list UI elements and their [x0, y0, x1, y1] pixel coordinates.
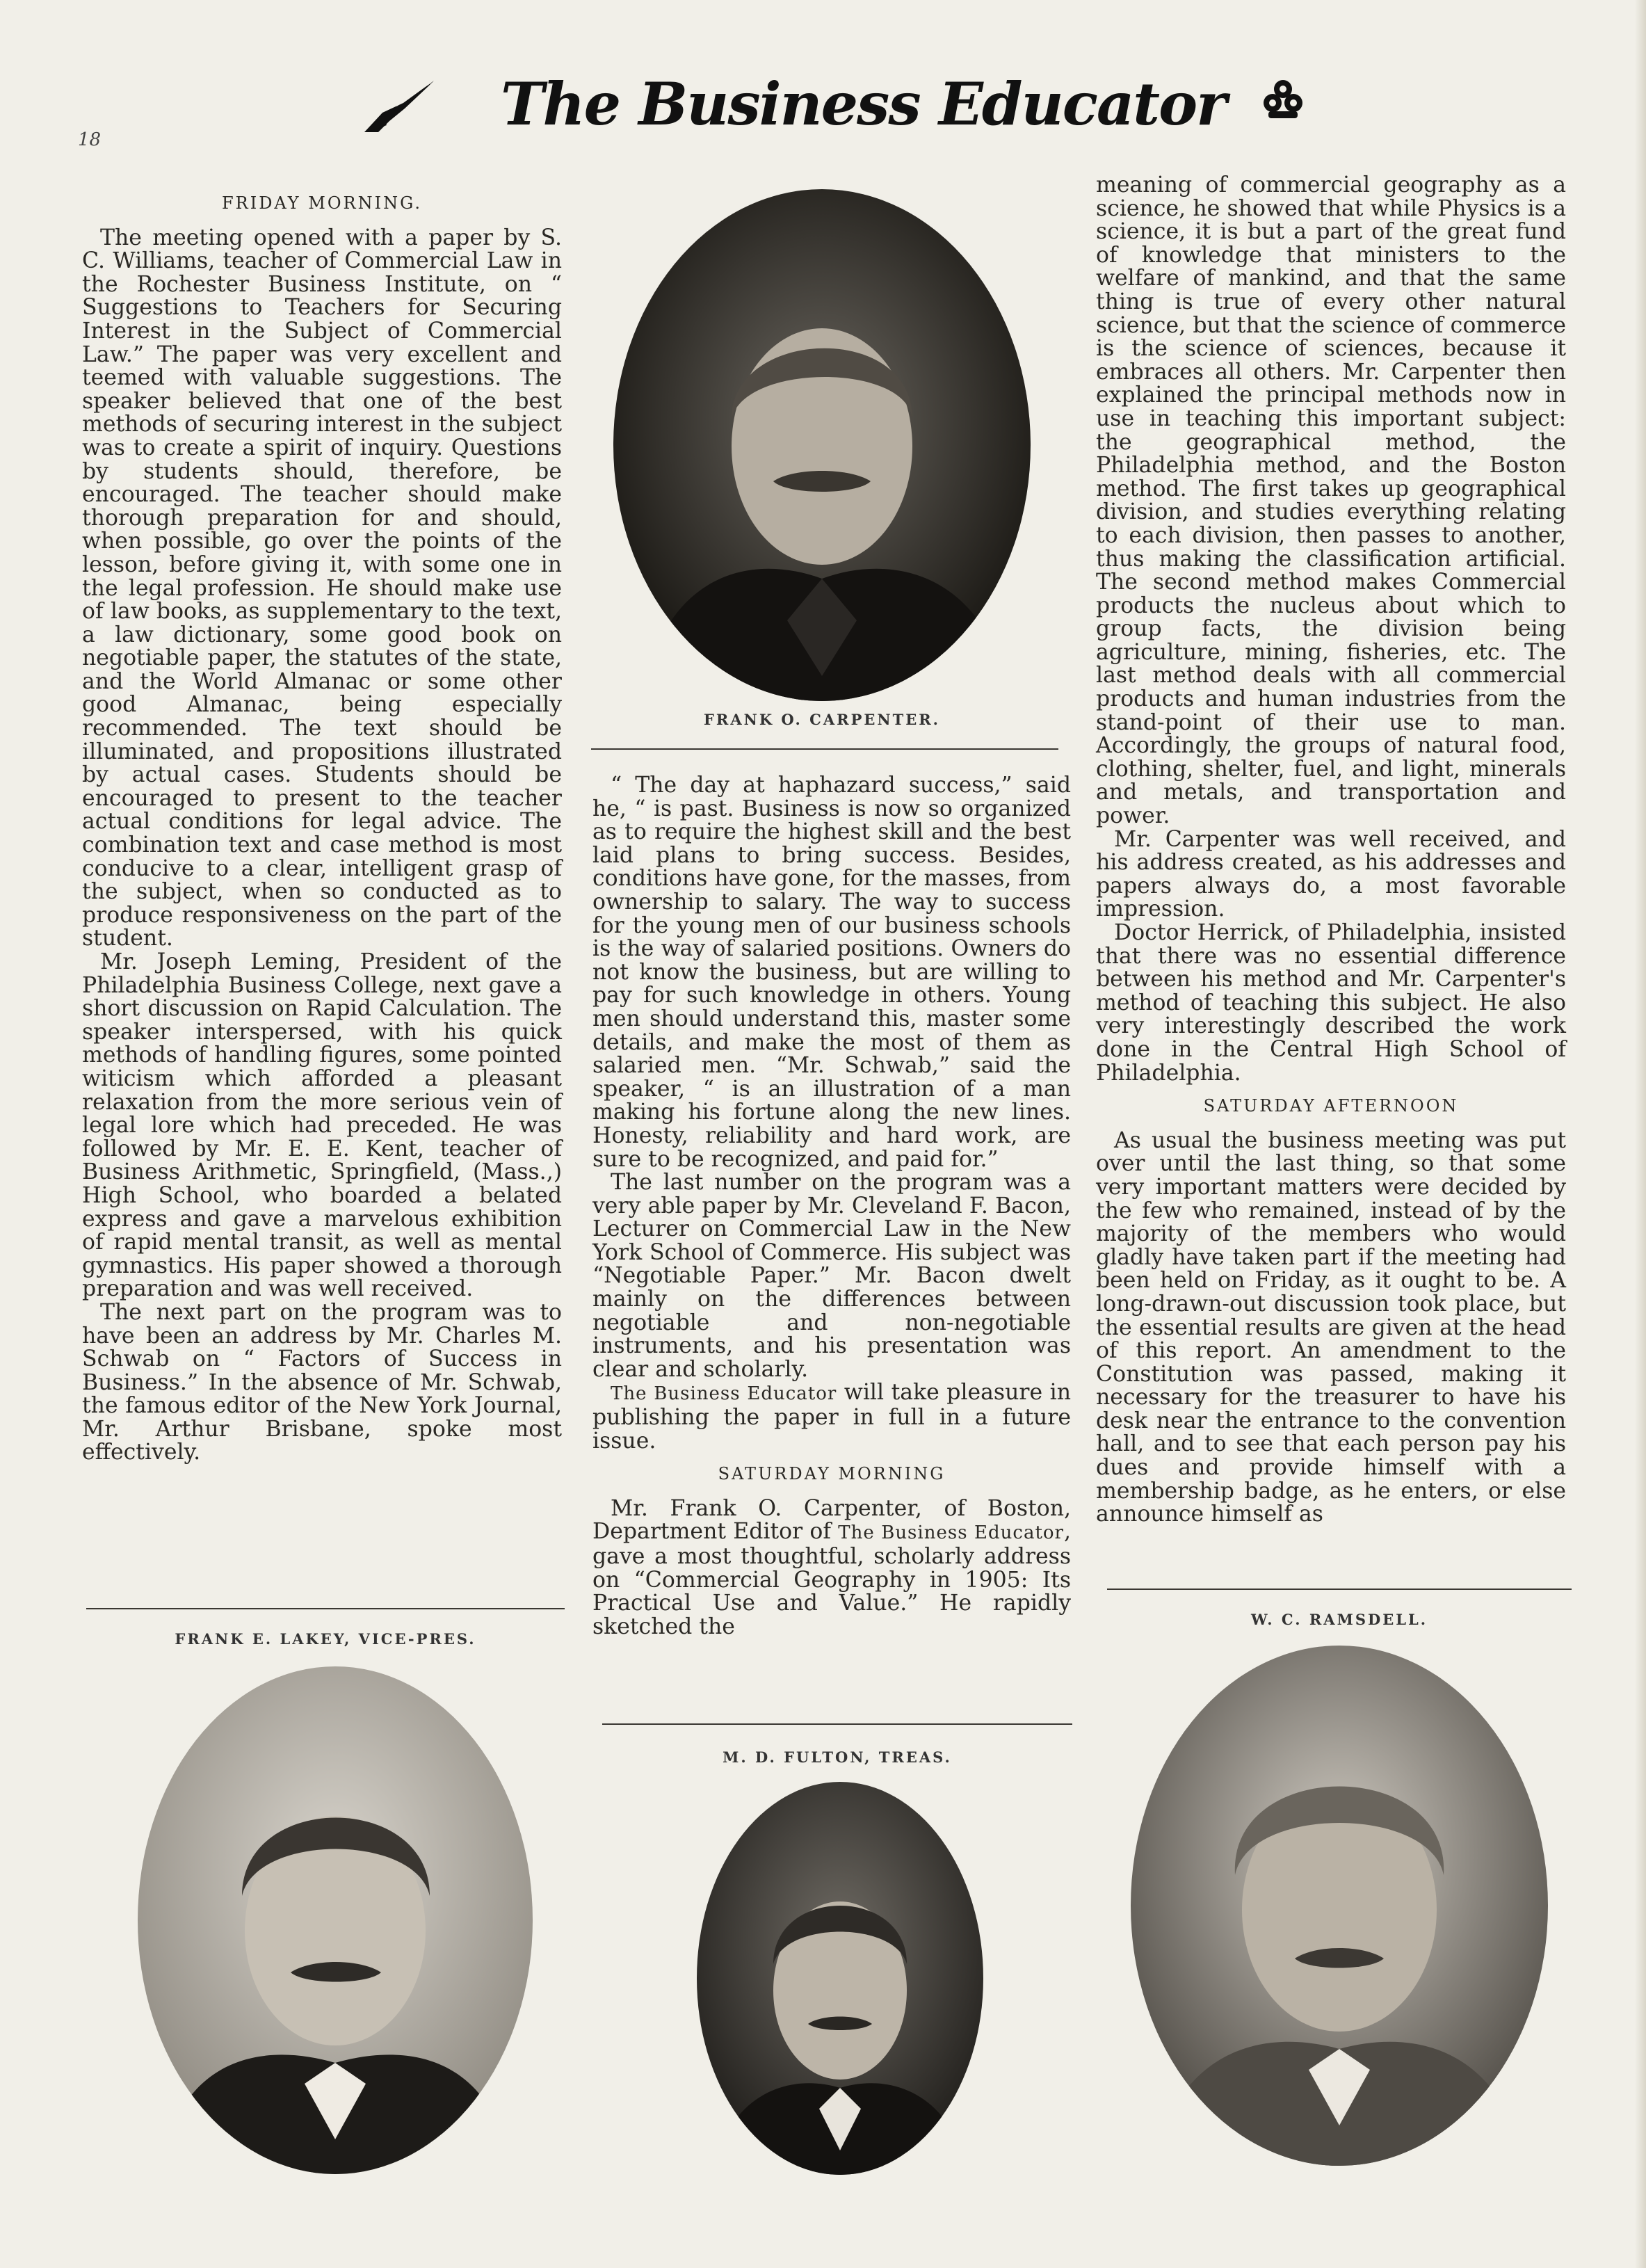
column-3	[1096, 174, 1566, 1527]
caption-fulton: M. D. FULTON, TREAS.	[723, 1748, 952, 1766]
paragraph: The next part on the program was to have been an address by Mr. Charles M. Schwab on “ Factors of Success in Business.” In the absence of Mr. Schwab, the famous editor of the New York Journal, Mr. Arthur Brisbane, spoke most effectively.	[82, 1299, 562, 1465]
portrait-md-fulton	[697, 1782, 983, 2175]
publication-name: The Business Educator	[838, 1522, 1064, 1544]
paragraph: The meeting opened with a paper by S. C. Williams, teacher of Commercial Law in the Rochester Business Institute, on “ Suggestions to Teachers for Securing Interest in the Subject of Commercial Law.” The paper was very excellent and teemed with valuable suggestions. The speaker believed that one of the best methods of securing interest in the subject was to create a spirit of inquiry. Questions by students should, therefore, be encouraged. The teacher should make thorough preparation for and should, when possible, go over the points of the lesson, before giving it, with some one in the legal profession. He should make use of law books, as supplementary to the text, a law dictionary, some good book on negotiable paper, the statutes of the state, and the World Almanac or some other good Almanac, being especially recommended. The text should be illuminated, and propositions illustrated by actual cases. Students should be encouraged to present to the teacher actual conditions for legal advice. The combination text and case method is most conducive to a clear, intelligent grasp of the subject, when so conducted as to produce responsiveness on the part of the student.	[82, 225, 562, 951]
paragraph: As usual the business meeting was put over until the last thing, so that some very important matters were decided by the few who remained, instead of by the majority of the members who would gladly have taken part if the meeting had been held on Friday, as it ought to be. A long-drawn-out discussion took place, but the essential results are given at the head of this report. An amendment to the Constitution was passed, making it necessary for the treasurer to have his desk near the entrance to the convention hall, and to see that each person pay his dues and provide himself with a membership badge, as he enters, or else announce himself as	[1096, 1127, 1566, 1527]
paragraph: Mr. Frank O. Carpenter, of Boston, Department Editor of The Business Educator, gave a most thoughtful, scholarly address on “Commercial Geography in 1905: Its Practical Use and Value.” He rapidly sketched the	[592, 1495, 1071, 1639]
heading-friday-morning: FRIDAY MORNING.	[221, 193, 423, 213]
portrait-wc-ramsdell	[1131, 1646, 1548, 2166]
page-edge-shadow	[1635, 0, 1646, 2268]
portrait-frank-carpenter	[613, 189, 1031, 701]
paragraph: Doctor Herrick, of Philadelphia, insisted that there was no essential difference between his method and Mr. Carpenter's method of teaching this subject. He also very interestingly described the work done in the Central High School of Philadelphia.	[1096, 920, 1566, 1086]
paragraph: The last number on the program was a very able paper by Mr. Cleveland F. Bacon, Lecturer on Commercial Law in the New York School of Commerce. His subject was “Negotiable Paper.” Mr. Bacon dwelt mainly on the differences between negotiable and non-negotiable instruments, and his presentation was clear and scholarly.	[592, 1170, 1071, 1382]
column-1	[82, 182, 562, 1465]
heading-saturday-morning: SATURDAY MORNING	[718, 1464, 946, 1484]
publication-name: The Business Educator	[611, 1383, 837, 1405]
paragraph: meaning of commercial geography as a science, he showed that while Physics is a science, it is but a part of the great fund of knowledge that ministers to the welfare of mankind, and that the same thing is true of every other natural science, but that the science of commerce is the science of sciences, because it embraces all others. Mr. Carpenter then explained the principal methods now in use in teaching this important subject: the geographical method, the Philadelphia method, and the Boston method. The first takes up geographical division, and studies everything relating to each division, then passes to another, thus making the classification artificial. The second method makes Commercial products the nucleus about which to group facts, the division being agriculture, mining, fisheries, etc. The last method deals with all commercial products and human industries from the stand-point of their use to man. Accordingly, the groups of natural food, clothing, shelter, fuel, and light, minerals and metals, and transportation and power.	[1096, 172, 1566, 829]
masthead	[362, 70, 1307, 146]
page-number: 18	[78, 129, 102, 150]
paragraph: Mr. Joseph Leming, President of the Philadelphia Business College, next gave a short discussion on Rapid Calculation. The speaker interspersed, with his quick methods of handling figures, some pointed witicism which afforded a pleasant relaxation from the more serious vein of legal lore which had preceded. He was followed by Mr. E. E. Kent, teacher of Business Arithmetic, Springfield, (Mass.,) High School, who boarded a belated express and gave a marvelous exhibition of rapid mental transit, as well as mental gymnastics. His paper showed a thorough preparation and was well received.	[82, 949, 562, 1302]
paragraph: Mr. Carpenter was well received, and his address created, as his addresses and papers always do, a most favorable impression.	[1096, 826, 1566, 922]
heading-saturday-afternoon: SATURDAY AFTERNOON	[1203, 1096, 1459, 1116]
divider	[602, 1723, 1072, 1725]
paragraph: The Business Educator will take pleasure in publishing the paper in full in a future issue.	[592, 1380, 1071, 1454]
divider	[86, 1608, 565, 1609]
masthead-title: The Business Educator	[501, 70, 1226, 138]
caption-ramsdell: W. C. RAMSDELL.	[1250, 1611, 1428, 1628]
divider	[591, 748, 1058, 750]
divider	[1107, 1589, 1572, 1590]
caption-carpenter: FRANK O. CARPENTER.	[704, 711, 940, 728]
paragraph: “ The day at haphazard success,” said he, “ is past. Business is now so organized as to require the highest skill and the best laid plans to bring success. Besides, conditions have gone, for the masses, from ownership to salary. The way to success for the young men of our business schools is the way of salaried positions. Owners do not know the business, but are willing to pay for such knowledge in others. Young men should understand this, master some details, and make the most of them as salaried men. “Mr. Schwab,” said the speaker, “ is an illustration of a man making his fortune along the new lines. Honesty, reliability and hard work, are sure to be recognized, and paid for.”	[592, 773, 1071, 1172]
column-2	[592, 774, 1071, 1639]
caption-lakey: FRANK E. LAKEY, VICE-PRES.	[175, 1630, 476, 1648]
quill-icon	[362, 72, 438, 135]
ornament-icon	[1259, 75, 1307, 124]
portrait-frank-lakey	[138, 1666, 533, 2174]
